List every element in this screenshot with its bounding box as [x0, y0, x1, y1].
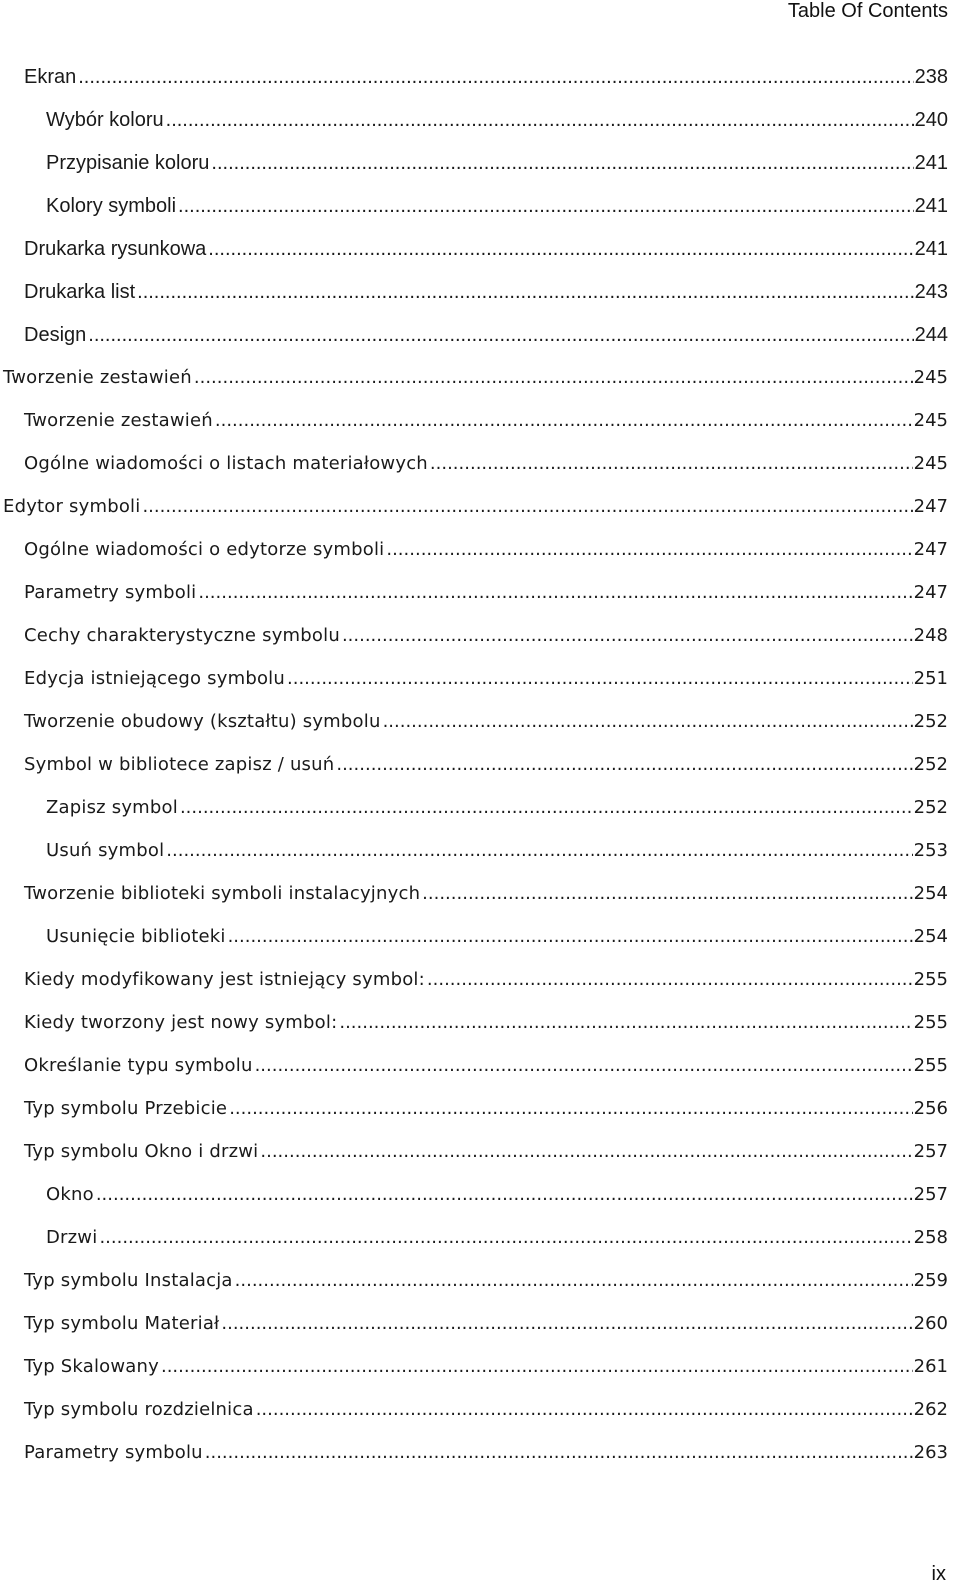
dot-leader: [386, 538, 912, 562]
toc-entry[interactable]: [0, 304, 948, 347]
dot-leader: [96, 1183, 913, 1207]
dot-leader: [88, 323, 913, 347]
toc-entry-page: 240: [914, 109, 948, 131]
toc-entry-title: Tworzenie biblioteki symboli instalacyjnych: [24, 883, 421, 904]
dot-leader: [166, 839, 912, 863]
toc-entry-page: 256: [913, 1098, 948, 1119]
dot-leader: [208, 237, 913, 261]
toc-entry-title: Ekran: [24, 66, 77, 88]
dot-leader: [166, 108, 914, 132]
toc-entry-page: 252: [913, 754, 948, 775]
toc-entry[interactable]: [0, 1293, 948, 1336]
toc-entry-page: 252: [913, 711, 948, 732]
dot-leader: [336, 753, 912, 777]
toc-entry-title: Wybór koloru: [46, 109, 164, 131]
dot-leader: [215, 409, 913, 433]
toc-entry-page: 257: [913, 1141, 948, 1162]
toc-entry-page: 247: [913, 539, 948, 560]
toc-entry-page: 244: [914, 324, 948, 346]
toc-entry-title: Kolory symboli: [46, 195, 177, 217]
toc-entry-title: Ogólne wiadomości o edytorze symboli: [24, 539, 385, 560]
dot-leader: [422, 882, 912, 906]
toc-entry-title: Typ symbolu Materiał: [24, 1313, 220, 1334]
toc-entry[interactable]: [0, 1336, 948, 1379]
toc-entry-page: 259: [913, 1270, 948, 1291]
toc-entry-page: 245: [913, 453, 948, 474]
toc-entry[interactable]: [0, 347, 948, 390]
dot-leader: [78, 65, 913, 89]
toc-entry[interactable]: [0, 1422, 948, 1465]
toc-entry-page: 255: [913, 969, 948, 990]
toc-entry-page: 241: [914, 195, 948, 217]
toc-entry-page: 255: [913, 1012, 948, 1033]
toc-entry-page: 241: [914, 152, 948, 174]
toc-entry-page: 262: [913, 1399, 948, 1420]
toc-entry[interactable]: [0, 132, 948, 175]
toc-entry-title: Drzwi: [46, 1227, 98, 1248]
toc-entry[interactable]: [0, 1035, 948, 1078]
dot-leader: [198, 581, 912, 605]
toc-entry-title: Usuń symbol: [46, 840, 165, 861]
dot-leader: [228, 925, 913, 949]
toc-entry-page: 247: [913, 496, 948, 517]
toc-entry-title: Typ symbolu Okno i drzwi: [24, 1141, 259, 1162]
toc-entry-page: 238: [914, 66, 948, 88]
toc-entry[interactable]: [0, 820, 948, 863]
toc-entry-title: Kiedy modyfikowany jest istniejący symbol:: [24, 969, 425, 990]
toc-entry-title: Przypisanie koloru: [46, 152, 210, 174]
toc-entry-page: 245: [913, 367, 948, 388]
toc-entry-page: 254: [913, 926, 948, 947]
toc-entry-title: Usunięcie biblioteki: [46, 926, 226, 947]
dot-leader: [211, 151, 913, 175]
toc-entry[interactable]: [0, 949, 948, 992]
toc-entry[interactable]: [0, 1121, 948, 1164]
toc-entry-title: Tworzenie zestawień: [3, 367, 192, 388]
toc-entry[interactable]: [0, 562, 948, 605]
toc-entry[interactable]: [0, 89, 948, 132]
toc-entry-title: Drukarka list: [24, 281, 136, 303]
toc-entry[interactable]: [0, 605, 948, 648]
toc-entry[interactable]: [0, 476, 948, 519]
toc-entry-title: Typ symbolu Instalacja: [24, 1270, 233, 1291]
toc-entry-title: Design: [24, 324, 87, 346]
page-number: ix: [931, 1563, 946, 1585]
toc-entry[interactable]: [0, 1164, 948, 1207]
toc-entry-title: Parametry symboli: [24, 582, 197, 603]
toc-entry[interactable]: [0, 1078, 948, 1121]
toc-entry[interactable]: [0, 691, 948, 734]
toc-entry-title: Ogólne wiadomości o listach materiałowych: [24, 453, 428, 474]
toc-entry[interactable]: [0, 992, 948, 1035]
dot-leader: [427, 968, 913, 992]
toc-entry-page: 257: [913, 1184, 948, 1205]
toc-entry-title: Edycja istniejącego symbolu: [24, 668, 285, 689]
toc-entry-title: Parametry symbolu: [24, 1442, 203, 1463]
page-header-title: Table Of Contents: [787, 0, 948, 22]
toc-entry-title: Tworzenie obudowy (kształtu) symbolu: [24, 711, 381, 732]
toc-entry-title: Typ Skalowany: [24, 1356, 159, 1377]
dot-leader: [194, 366, 913, 390]
toc-entry-title: Określanie typu symbolu: [24, 1055, 253, 1076]
dot-leader: [256, 1398, 913, 1422]
toc-entry-page: 243: [914, 281, 948, 303]
toc-entry[interactable]: [0, 261, 948, 304]
toc-entry-title: Symbol w bibliotece zapisz / usuń: [24, 754, 335, 775]
dot-leader: [342, 624, 913, 648]
toc-entry[interactable]: [0, 390, 948, 433]
dot-leader: [137, 280, 913, 304]
toc-entry[interactable]: [0, 863, 948, 906]
toc-entry[interactable]: [0, 906, 948, 949]
toc-entry-title: Zapisz symbol: [46, 797, 178, 818]
toc-entry-page: 263: [913, 1442, 948, 1463]
dot-leader: [221, 1312, 912, 1336]
toc-entry-title: Typ symbolu Przebicie: [24, 1098, 228, 1119]
toc-entry-page: 245: [913, 410, 948, 431]
toc-entry[interactable]: [0, 175, 948, 218]
table-of-contents: [0, 46, 948, 1465]
dot-leader: [229, 1097, 912, 1121]
toc-entry[interactable]: [0, 734, 948, 777]
dot-leader: [255, 1054, 913, 1078]
dot-leader: [178, 194, 914, 218]
toc-entry-page: 260: [913, 1313, 948, 1334]
dot-leader: [260, 1140, 912, 1164]
dot-leader: [430, 452, 913, 476]
dot-leader: [99, 1226, 912, 1250]
toc-entry-title: Okno: [46, 1184, 94, 1205]
dot-leader: [287, 667, 913, 691]
dot-leader: [180, 796, 913, 820]
dot-leader: [161, 1355, 913, 1379]
toc-entry-page: 248: [913, 625, 948, 646]
toc-entry-title: Kiedy tworzony jest nowy symbol:: [24, 1012, 338, 1033]
toc-entry[interactable]: [0, 1250, 948, 1293]
toc-entry-page: 247: [913, 582, 948, 603]
toc-entry-page: 258: [913, 1227, 948, 1248]
toc-entry-page: 255: [913, 1055, 948, 1076]
toc-entry-title: Edytor symboli: [3, 496, 141, 517]
toc-entry-title: Tworzenie zestawień: [24, 410, 213, 431]
toc-entry-page: 253: [913, 840, 948, 861]
toc-entry[interactable]: [0, 648, 948, 691]
toc-entry-title: Typ symbolu rozdzielnica: [24, 1399, 254, 1420]
dot-leader: [383, 710, 913, 734]
toc-entry-page: 261: [913, 1356, 948, 1377]
dot-leader: [205, 1441, 913, 1465]
toc-entry-title: Cechy charakterystyczne symbolu: [24, 625, 340, 646]
toc-entry-page: 252: [913, 797, 948, 818]
dot-leader: [235, 1269, 913, 1293]
toc-entry[interactable]: [0, 218, 948, 261]
toc-entry[interactable]: [0, 46, 948, 89]
toc-entry[interactable]: [0, 1379, 948, 1422]
toc-entry[interactable]: [0, 777, 948, 820]
dot-leader: [142, 495, 912, 519]
toc-entry-page: 251: [913, 668, 948, 689]
toc-entry[interactable]: [0, 433, 948, 476]
toc-entry-page: 254: [913, 883, 948, 904]
toc-entry-page: 241: [914, 238, 948, 260]
dot-leader: [339, 1011, 912, 1035]
toc-entry[interactable]: [0, 519, 948, 562]
toc-entry-title: Drukarka rysunkowa: [24, 238, 207, 260]
toc-entry[interactable]: [0, 1207, 948, 1250]
